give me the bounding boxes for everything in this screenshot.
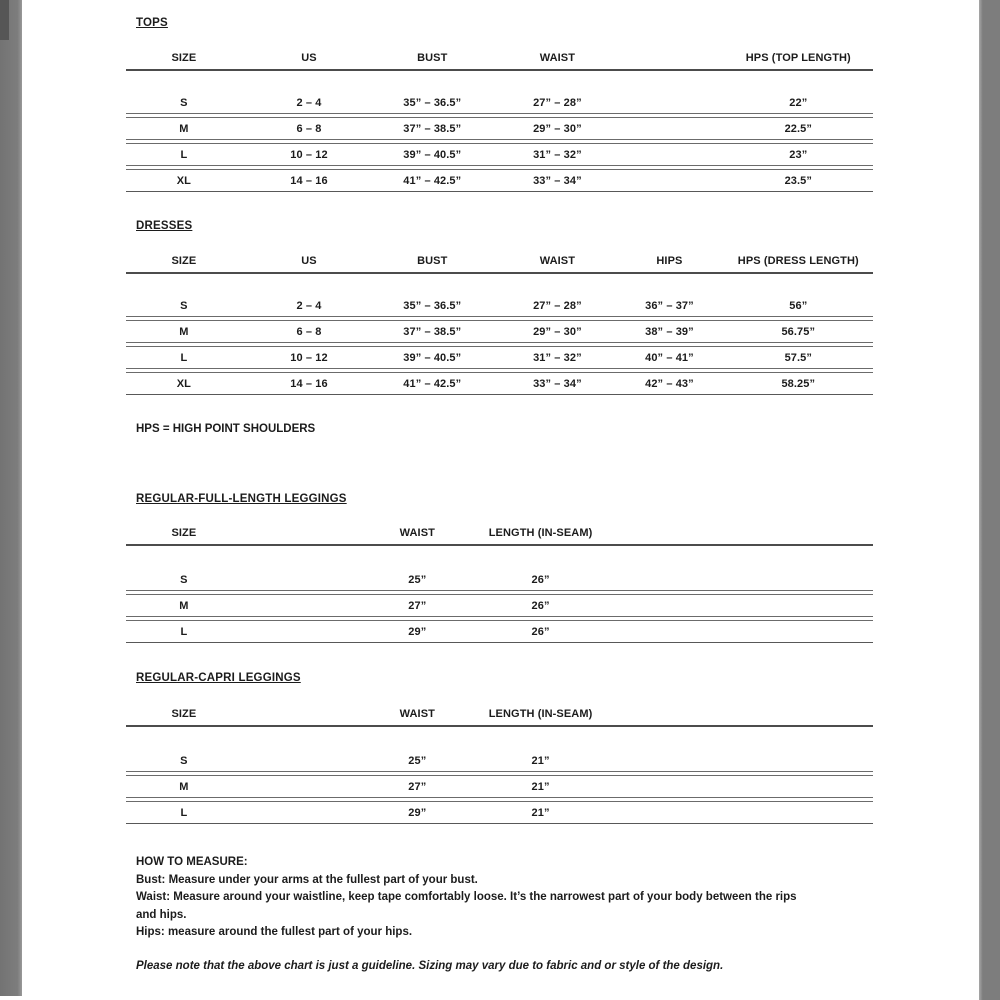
column-header: HPS (DRESS LENGTH) — [737, 255, 859, 267]
table-cell: S — [180, 754, 188, 767]
table-cell: 27” – 28” — [533, 96, 582, 109]
table-cell: S — [180, 573, 188, 586]
table-bottom-rule — [126, 823, 873, 824]
table-cell: 29” — [408, 625, 427, 638]
how-to-measure-title: HOW TO MEASURE: — [136, 856, 248, 868]
table-row-S — [126, 295, 873, 316]
table-cell: 37” – 38.5” — [403, 325, 462, 338]
table-row-S — [126, 92, 873, 113]
dresses-section-title: DRESSES — [136, 220, 193, 232]
column-header: BUST — [417, 255, 448, 267]
table-cell: XL — [176, 377, 192, 390]
table-cell: L — [180, 806, 188, 819]
table-cell: M — [179, 122, 189, 135]
column-header: WAIST — [539, 255, 576, 267]
header-gap — [126, 71, 873, 92]
table-cell: 2 – 4 — [296, 96, 322, 109]
table-cell: 39” – 40.5” — [403, 148, 462, 161]
column-header: WAIST — [399, 527, 435, 539]
table-bottom-rule — [126, 394, 873, 395]
table-cell: 21” — [531, 780, 550, 793]
column-header: SIZE — [171, 52, 197, 64]
table-bottom-rule — [126, 642, 873, 643]
column-header: US — [301, 255, 317, 267]
table-cell: 6 – 8 — [296, 122, 322, 135]
header-gap — [126, 546, 873, 569]
column-header: SIZE — [171, 527, 197, 539]
header-gap — [126, 727, 873, 750]
table-cell: 29” – 30” — [533, 122, 582, 135]
table-cell: 26” — [531, 599, 550, 612]
table-cell: 31” – 32” — [533, 148, 582, 161]
waist-instruction: Waist: Measure around your waistline, keep tape comfortably loose. It’s the narrowest part of your body between the rips — [136, 891, 797, 903]
table-cell: 14 – 16 — [290, 174, 328, 187]
full-leggings-table — [126, 522, 873, 643]
table-cell: M — [179, 325, 189, 338]
table-cell: 25” — [408, 754, 427, 767]
table-cell: 40” – 41” — [645, 351, 694, 364]
table-row-M — [126, 321, 873, 342]
table-row-M — [126, 118, 873, 139]
waist-instruction-wrap: and hips. — [136, 908, 187, 921]
table-cell: 21” — [531, 754, 550, 767]
table-row-L — [126, 621, 873, 642]
table-cell: L — [180, 351, 188, 364]
table-header-row — [126, 47, 873, 69]
table-row-XL — [126, 170, 873, 191]
table-cell: L — [180, 148, 188, 161]
table-cell: 56” — [789, 299, 808, 312]
table-cell: M — [179, 599, 189, 612]
table-cell: 41” – 42.5” — [403, 377, 462, 390]
table-cell: 27” — [408, 780, 427, 793]
table-cell: 38” – 39” — [645, 325, 694, 338]
table-bottom-rule — [126, 191, 873, 192]
table-cell: 2 – 4 — [296, 299, 322, 312]
table-cell: 26” — [531, 573, 550, 586]
table-cell: 10 – 12 — [290, 148, 328, 161]
table-cell: 22” — [789, 96, 808, 109]
dresses-table — [126, 250, 873, 395]
table-row-XL — [126, 373, 873, 394]
viewer-gutter-left — [0, 0, 22, 996]
how-to-measure-block — [136, 854, 916, 942]
table-cell: 33” – 34” — [533, 377, 582, 390]
table-cell: 31” – 32” — [533, 351, 582, 364]
table-cell: 36” – 37” — [645, 299, 694, 312]
viewer-gutter-right — [979, 0, 1000, 1000]
table-row-S — [126, 750, 873, 771]
column-header: BUST — [417, 52, 448, 64]
table-cell: 26” — [531, 625, 550, 638]
table-cell: 42” – 43” — [645, 377, 694, 390]
table-cell: 23.5” — [784, 174, 812, 187]
table-cell: 29” – 30” — [533, 325, 582, 338]
column-header: HPS (TOP LENGTH) — [745, 52, 851, 64]
table-cell: 58.25” — [781, 377, 816, 390]
table-cell: 29” — [408, 806, 427, 819]
table-cell: M — [179, 780, 189, 793]
table-cell: 25” — [408, 573, 427, 586]
table-cell: S — [180, 96, 188, 109]
table-row-S — [126, 569, 873, 590]
column-header: LENGTH (IN-SEAM) — [488, 708, 593, 720]
table-row-L — [126, 802, 873, 823]
column-header: HIPS — [656, 255, 683, 267]
table-header-row — [126, 522, 873, 544]
table-row-M — [126, 776, 873, 797]
table-cell: XL — [176, 174, 192, 187]
hips-instruction: Hips: measure around the fullest part of your hips. — [136, 926, 413, 938]
table-cell: 57.5” — [784, 351, 812, 364]
tops-section-title: TOPS — [136, 17, 168, 29]
capri-leggings-table — [126, 703, 873, 824]
table-cell: 27” — [408, 599, 427, 612]
column-header: SIZE — [171, 255, 197, 267]
column-header: WAIST — [539, 52, 576, 64]
table-cell: 35” – 36.5” — [403, 299, 462, 312]
table-cell: 14 – 16 — [290, 377, 328, 390]
table-cell: 21” — [531, 806, 550, 819]
column-header: WAIST — [399, 708, 435, 720]
table-cell: 22.5” — [784, 122, 812, 135]
table-row-M — [126, 595, 873, 616]
column-header: US — [301, 52, 317, 64]
tops-table — [126, 47, 873, 192]
table-cell: S — [180, 299, 188, 312]
sizing-disclaimer: Please note that the above chart is just a guideline. Sizing may vary due to fabric and or style of the design. — [136, 960, 724, 972]
table-cell: 27” – 28” — [533, 299, 582, 312]
table-row-L — [126, 144, 873, 165]
table-cell: 6 – 8 — [296, 325, 322, 338]
table-cell: 23” — [789, 148, 808, 161]
table-cell: 39” – 40.5” — [403, 351, 462, 364]
column-header: LENGTH (IN-SEAM) — [488, 527, 593, 539]
table-cell: 37” – 38.5” — [403, 122, 462, 135]
capri-leggings-section-title: REGULAR-CAPRI LEGGINGS — [136, 672, 301, 684]
table-cell: L — [180, 625, 188, 638]
table-row-L — [126, 347, 873, 368]
full-leggings-section-title: REGULAR-FULL-LENGTH LEGGINGS — [136, 493, 347, 505]
header-gap — [126, 274, 873, 295]
table-cell: 41” – 42.5” — [403, 174, 462, 187]
bust-instruction: Bust: Measure under your arms at the fullest part of your bust. — [136, 873, 478, 886]
table-header-row — [126, 250, 873, 272]
table-cell: 35” – 36.5” — [403, 96, 462, 109]
table-cell: 33” – 34” — [533, 174, 582, 187]
table-cell: 10 – 12 — [290, 351, 328, 364]
viewer-gutter-corner-shadow — [0, 0, 9, 40]
column-header: SIZE — [171, 708, 197, 720]
table-cell: 56.75” — [781, 325, 816, 338]
table-header-row — [126, 703, 873, 725]
hps-definition-note: HPS = HIGH POINT SHOULDERS — [136, 423, 316, 435]
